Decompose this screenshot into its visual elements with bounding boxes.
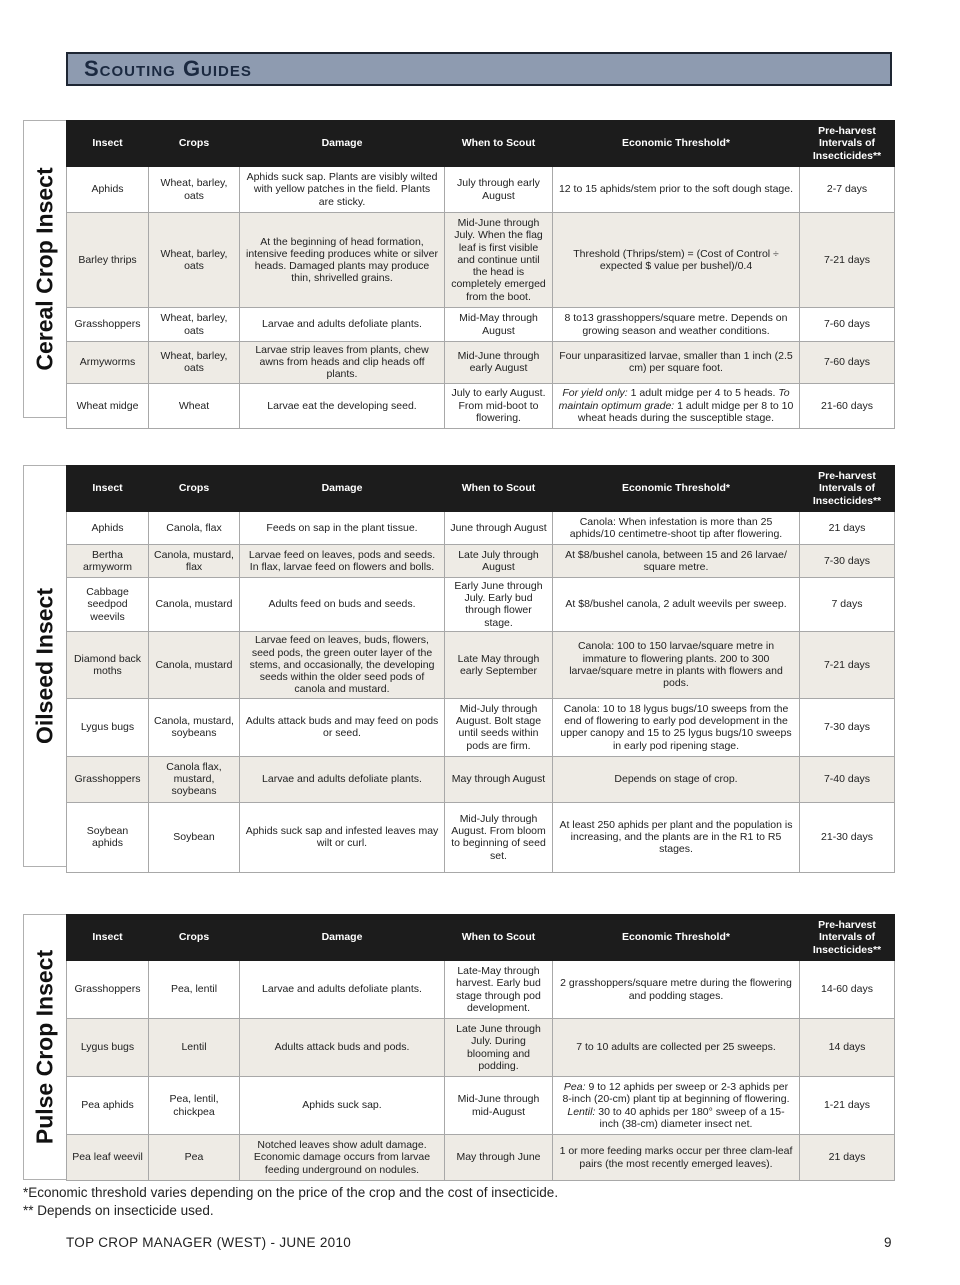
damage-cell: Aphids suck sap and infested leaves may wilt or curl. [240,802,445,872]
column-header: Pre-harvest Intervals of Insecticides** [800,121,895,167]
crops-cell: Soybean [149,802,240,872]
threshold-cell: Four unparasitized larvae, smaller than 1 inch (2.5 cm) per square foot. [553,342,800,384]
insect-cell: Grasshoppers [67,756,149,802]
insect-cell: Lygus bugs [67,698,149,756]
threshold-cell: At least 250 aphids per plant and the population is increasing, and the plants are in the R1 to R5 stages. [553,802,800,872]
insect-cell: Armyworms [67,342,149,384]
table-row [67,213,895,308]
crops-cell: Wheat, barley, oats [149,213,240,308]
damage-cell: Larvae and adults defoliate plants. [240,756,445,802]
column-header: Pre-harvest Intervals of Insecticides** [800,915,895,961]
when-to-scout-cell: Early June through July. Early bud through flower stage. [445,578,553,632]
damage-cell: Larvae feed on leaves, buds, flowers, seed pods, the green outer layer of the stems, and occasionally, the developing seeds within the older seed pods of canola and mustard. [240,631,445,698]
when-to-scout-cell: June through August [445,512,553,545]
interval-cell: 7-30 days [800,698,895,756]
interval-cell: 1-21 days [800,1077,895,1135]
interval-cell: 21-60 days [800,383,895,428]
interval-cell: 7-21 days [800,213,895,308]
section-label: Oilseed Insect [31,588,58,744]
column-header: Damage [240,121,445,167]
table-row [67,308,895,342]
insect-cell: Grasshoppers [67,308,149,342]
crops-cell: Wheat, barley, oats [149,342,240,384]
crops-cell: Canola, mustard, flax [149,545,240,578]
oilseed-table [66,465,895,873]
damage-cell: Larvae feed on leaves, pods and seeds. In flax, larvae feed on flowers and bolls. [240,545,445,578]
table-row [67,802,895,872]
column-header: Damage [240,466,445,512]
threshold-cell: Canola: When infestation is more than 25 aphids/10 centimetre-shoot tip after flowering. [553,512,800,545]
damage-cell: Adults attack buds and may feed on pods or seed. [240,698,445,756]
interval-cell: 21-30 days [800,802,895,872]
damage-cell: Larvae eat the developing seed. [240,383,445,428]
interval-cell: 7-60 days [800,342,895,384]
column-header: Insect [67,915,149,961]
threshold-cell: Threshold (Thrips/stem) = (Cost of Control ÷ expected $ value per bushel)/0.4 [553,213,800,308]
column-header: Crops [149,915,240,961]
interval-cell: 21 days [800,1135,895,1181]
interval-cell: 7-40 days [800,756,895,802]
column-header: When to Scout [445,466,553,512]
insect-cell: Cabbage seedpod weevils [67,578,149,632]
insect-cell: Grasshoppers [67,961,149,1019]
column-header: Insect [67,121,149,167]
table-row [67,167,895,213]
threshold-cell: For yield only: 1 adult midge per 4 to 5 heads. To maintain optimum grade: 1 adult midge per 8 to 10 wheat heads during the susceptible stage. [553,383,800,428]
column-header: When to Scout [445,915,553,961]
header-row [67,466,895,512]
column-header: Economic Threshold* [553,466,800,512]
when-to-scout-cell: Mid-June through July. When the flag leaf is first visible and continue until the head is completely emerged from the boot. [445,213,553,308]
crops-cell: Wheat [149,383,240,428]
page-title: Scouting Guides [84,56,252,81]
footnote-threshold: *Economic threshold varies depending on the price of the crop and the cost of insecticide. [23,1185,559,1200]
cereal-section [23,120,894,424]
insect-cell: Aphids [67,167,149,213]
threshold-cell: 2 grasshoppers/square metre during the flowering and podding stages. [553,961,800,1019]
when-to-scout-cell: Late May through early September [445,631,553,698]
interval-cell: 14 days [800,1019,895,1077]
pulse-section [23,914,894,1180]
crops-cell: Canola, mustard [149,578,240,632]
threshold-cell: Pea: 9 to 12 aphids per sweep or 2-3 aphids per 8-inch (20-cm) plant tip at beginning of flowering. Lentil: 30 to 40 aphids per 180° sweep of a 15-inch (38-cm) diameter insect net. [553,1077,800,1135]
section-side-label [23,465,66,867]
threshold-cell: Canola: 10 to 18 lygus bugs/10 sweeps from the end of flowering to early pod development in the upper canopy and 15 to 25 lygus bugs/10 sweeps in early pod ripening stage. [553,698,800,756]
table-row [67,756,895,802]
threshold-cell: 12 to 15 aphids/stem prior to the soft dough stage. [553,167,800,213]
crops-cell: Wheat, barley, oats [149,167,240,213]
table-row [67,1077,895,1135]
damage-cell: Larvae and adults defoliate plants. [240,308,445,342]
column-header: When to Scout [445,121,553,167]
insect-cell: Pea aphids [67,1077,149,1135]
threshold-cell: 1 or more feeding marks occur per three clam-leaf pairs (the most recently emerged leaves). [553,1135,800,1181]
interval-cell: 7-30 days [800,545,895,578]
section-side-label [23,914,66,1180]
when-to-scout-cell: Mid-July through August. Bolt stage until seeds within pods are firm. [445,698,553,756]
when-to-scout-cell: July to early August. From mid-boot to flowering. [445,383,553,428]
table-row [67,545,895,578]
crops-cell: Lentil [149,1019,240,1077]
table-row [67,342,895,384]
crops-cell: Canola flax, mustard, soybeans [149,756,240,802]
column-header: Crops [149,466,240,512]
insect-cell: Bertha armyworm [67,545,149,578]
table-row [67,631,895,698]
table-row [67,698,895,756]
damage-cell: Larvae strip leaves from plants, chew awns from heads and clip heads off plants. [240,342,445,384]
interval-cell: 7-60 days [800,308,895,342]
damage-cell: Aphids suck sap. Plants are visibly wilted with yellow patches in the field. Plants are sticky. [240,167,445,213]
threshold-cell: At $8/bushel canola, between 15 and 26 larvae/ square metre. [553,545,800,578]
when-to-scout-cell: July through early August [445,167,553,213]
damage-cell: Adults attack buds and pods. [240,1019,445,1077]
damage-cell: Notched leaves show adult damage. Economic damage occurs from larvae feeding underground on nodules. [240,1135,445,1181]
column-header: Economic Threshold* [553,915,800,961]
crops-cell: Pea [149,1135,240,1181]
oilseed-section [23,465,894,867]
header-row [67,915,895,961]
damage-cell: Larvae and adults defoliate plants. [240,961,445,1019]
threshold-cell: 7 to 10 adults are collected per 25 sweeps. [553,1019,800,1077]
damage-cell: Feeds on sap in the plant tissue. [240,512,445,545]
when-to-scout-cell: Mid-July through August. From bloom to beginning of seed set. [445,802,553,872]
table-row [67,1135,895,1181]
interval-cell: 21 days [800,512,895,545]
header-row [67,121,895,167]
damage-cell: Aphids suck sap. [240,1077,445,1135]
when-to-scout-cell: Late July through August [445,545,553,578]
section-label: Cereal Crop Insect [31,167,58,371]
crops-cell: Canola, mustard, soybeans [149,698,240,756]
when-to-scout-cell: May through August [445,756,553,802]
when-to-scout-cell: Late June through July. During blooming and podding. [445,1019,553,1077]
threshold-cell: Depends on stage of crop. [553,756,800,802]
insect-cell: Lygus bugs [67,1019,149,1077]
insect-cell: Wheat midge [67,383,149,428]
cereal-table [66,120,895,429]
table-row [67,512,895,545]
interval-cell: 14-60 days [800,961,895,1019]
insect-cell: Aphids [67,512,149,545]
section-label: Pulse Crop Insect [31,949,58,1145]
crops-cell: Canola, mustard [149,631,240,698]
table-row [67,578,895,632]
column-header: Pre-harvest Intervals of Insecticides** [800,466,895,512]
footnote-interval: ** Depends on insecticide used. [23,1203,214,1218]
interval-cell: 2-7 days [800,167,895,213]
when-to-scout-cell: Late-May through harvest. Early bud stage through pod development. [445,961,553,1019]
column-header: Damage [240,915,445,961]
column-header: Insect [67,466,149,512]
crops-cell: Pea, lentil, chickpea [149,1077,240,1135]
crops-cell: Pea, lentil [149,961,240,1019]
when-to-scout-cell: Mid-June through mid-August [445,1077,553,1135]
insect-cell: Soybean aphids [67,802,149,872]
table-row [67,1019,895,1077]
page-number: 9 [884,1235,892,1250]
column-header: Crops [149,121,240,167]
interval-cell: 7 days [800,578,895,632]
insect-cell: Barley thrips [67,213,149,308]
column-header: Economic Threshold* [553,121,800,167]
threshold-cell: Canola: 100 to 150 larvae/square metre in immature to flowering plants. 200 to 300 larvae/square metre in plants with flowers and pods. [553,631,800,698]
footnotes [23,1184,558,1220]
pulse-table [66,914,895,1181]
crops-cell: Canola, flax [149,512,240,545]
section-side-label [23,120,66,418]
table-row [67,383,895,428]
publication-footer: TOP CROP MANAGER (WEST) - JUNE 2010 [66,1235,352,1250]
interval-cell: 7-21 days [800,631,895,698]
when-to-scout-cell: May through June [445,1135,553,1181]
table-row [67,961,895,1019]
damage-cell: At the beginning of head formation, intensive feeding produces white or silver heads. Damaged plants may produce thin, shrivelled grains. [240,213,445,308]
damage-cell: Adults feed on buds and seeds. [240,578,445,632]
crops-cell: Wheat, barley, oats [149,308,240,342]
section-banner [66,52,892,86]
threshold-cell: At $8/bushel canola, 2 adult weevils per sweep. [553,578,800,632]
insect-cell: Pea leaf weevil [67,1135,149,1181]
when-to-scout-cell: Mid-June through early August [445,342,553,384]
when-to-scout-cell: Mid-May through August [445,308,553,342]
insect-cell: Diamond back moths [67,631,149,698]
threshold-cell: 8 to13 grasshoppers/square metre. Depends on growing season and weather conditions. [553,308,800,342]
